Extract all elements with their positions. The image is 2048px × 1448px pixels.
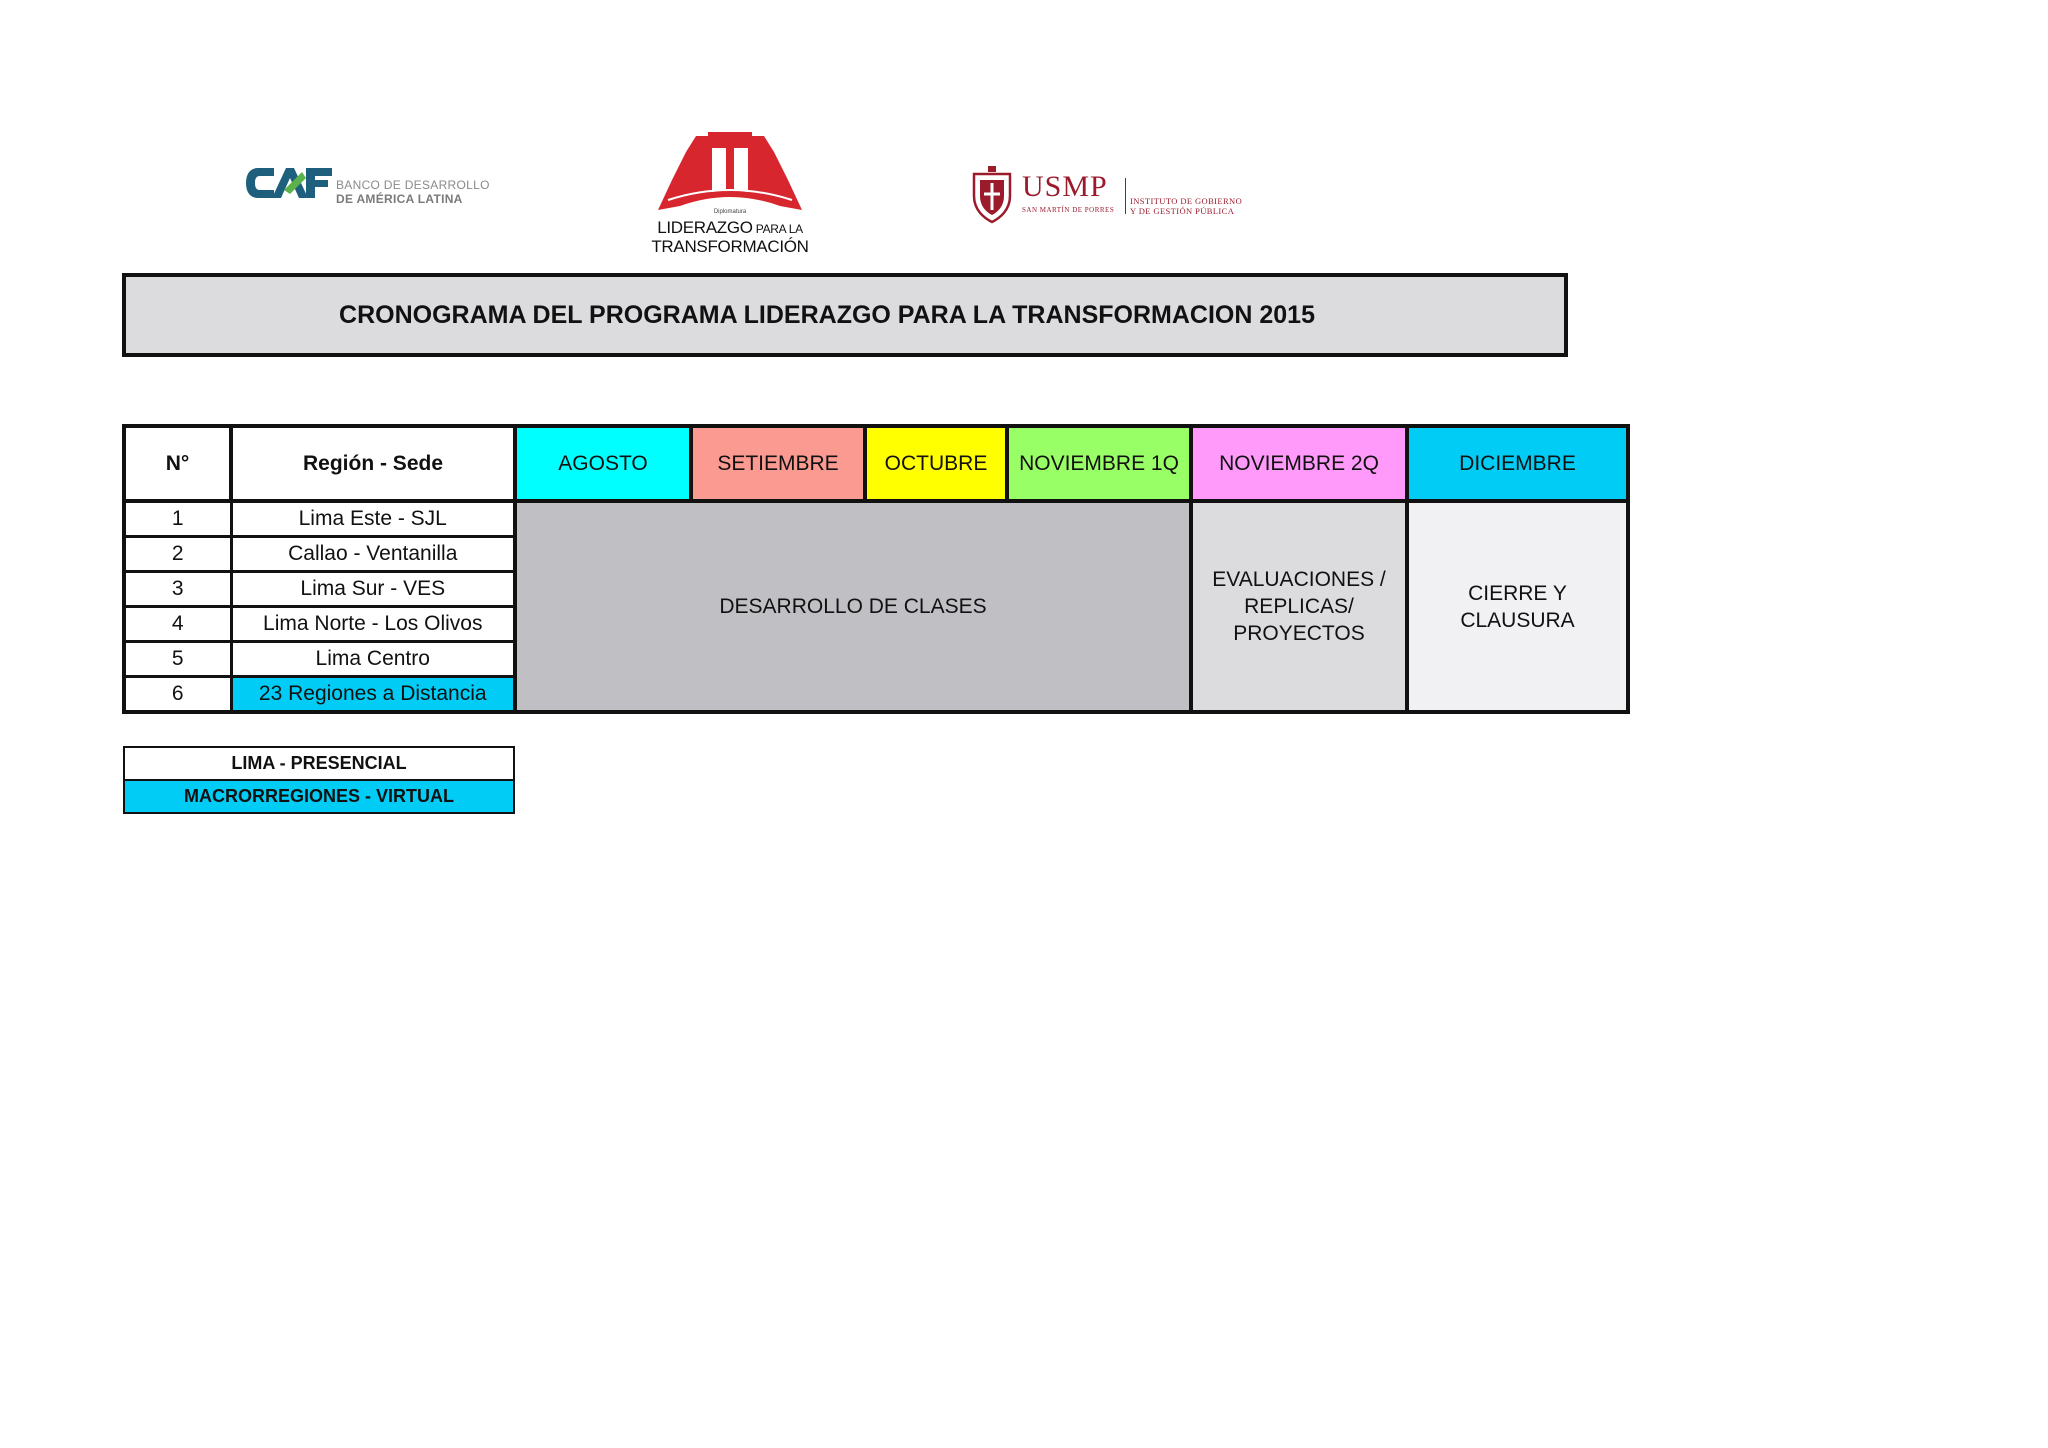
- row-region: Lima Norte - Los Olivos: [231, 607, 515, 642]
- usmp-logo: [970, 166, 1260, 226]
- header-num: N°: [124, 426, 231, 501]
- phase-cierre-line2: CLAUSURA: [1460, 608, 1575, 632]
- lpt-diplomatura: Diplomatura: [713, 209, 747, 215]
- row-num: 6: [124, 677, 231, 713]
- caf-text: [336, 178, 490, 206]
- legend: [123, 746, 515, 814]
- caf-mark-icon: [244, 162, 334, 204]
- lpt-line2: TRANSFORMACIÓN: [651, 237, 809, 256]
- row-region: Lima Este - SJL: [231, 501, 515, 537]
- caf-line2: DE AMÉRICA LATINA: [336, 192, 463, 206]
- usmp-name: USMP: [1022, 170, 1108, 203]
- row-num: 4: [124, 607, 231, 642]
- header-row: [124, 426, 1628, 501]
- usmp-institute-line2: Y DE GESTIÓN PÚBLICA: [1130, 206, 1235, 216]
- lpt-line1: [650, 218, 810, 239]
- legend-virtual: MACRORREGIONES - VIRTUAL: [124, 780, 514, 813]
- header-month-octubre: OCTUBRE: [865, 426, 1007, 501]
- usmp-institute-line1: INSTITUTO DE GOBIERNO: [1130, 196, 1243, 206]
- row-region: Callao - Ventanilla: [231, 537, 515, 572]
- caf-logo: [244, 162, 490, 212]
- usmp-divider: [1125, 178, 1126, 214]
- usmp-subtitle: SAN MARTÍN DE PORRES: [1022, 206, 1115, 214]
- phase-evaluaciones: [1191, 501, 1407, 712]
- legend-row-virtual: [124, 780, 514, 813]
- header-month-agosto: AGOSTO: [515, 426, 691, 501]
- header-month-noviembre-1q: NOVIEMBRE 1Q: [1007, 426, 1191, 501]
- title-box: [122, 273, 1568, 357]
- row-region: Lima Sur - VES: [231, 572, 515, 607]
- row-region: 23 Regiones a Distancia: [231, 677, 515, 713]
- row-num: 3: [124, 572, 231, 607]
- usmp-crest-icon: [970, 166, 1014, 224]
- lpt-logo: [650, 130, 810, 260]
- page-title: CRONOGRAMA DEL PROGRAMA LIDERAZGO PARA LA TRANSFORMACION 2015: [339, 300, 1315, 329]
- lpt-line1-main: LIDERAZGO: [657, 218, 753, 237]
- table-row: [124, 501, 1628, 537]
- legend-row-presencial: [124, 747, 514, 780]
- phase-evaluaciones-line2: REPLICAS/: [1244, 595, 1354, 618]
- header-month-diciembre: DICIEMBRE: [1407, 426, 1628, 501]
- lpt-line1-small: PARA LA: [752, 222, 803, 236]
- row-num: 2: [124, 537, 231, 572]
- header-month-setiembre: SETIEMBRE: [691, 426, 865, 501]
- header-month-noviembre-2q: NOVIEMBRE 2Q: [1191, 426, 1407, 501]
- header-region: Región - Sede: [231, 426, 515, 501]
- legend-presencial: LIMA - PRESENCIAL: [124, 747, 514, 780]
- phase-desarrollo-de-clases: DESARROLLO DE CLASES: [515, 501, 1191, 712]
- phase-cierre-y-clausura: [1407, 501, 1628, 712]
- usmp-institute: [1130, 196, 1242, 216]
- row-num: 1: [124, 501, 231, 537]
- lpt-arch-icon: [656, 130, 804, 216]
- phase-evaluaciones-line3: PROYECTOS: [1233, 622, 1365, 645]
- caf-line1: BANCO DE DESARROLLO: [336, 178, 490, 192]
- row-region: Lima Centro: [231, 642, 515, 677]
- phase-cierre-line1: CIERRE Y: [1468, 581, 1567, 605]
- phase-evaluaciones-line1: EVALUACIONES /: [1212, 568, 1386, 591]
- row-num: 5: [124, 642, 231, 677]
- schedule-table: [122, 424, 1630, 714]
